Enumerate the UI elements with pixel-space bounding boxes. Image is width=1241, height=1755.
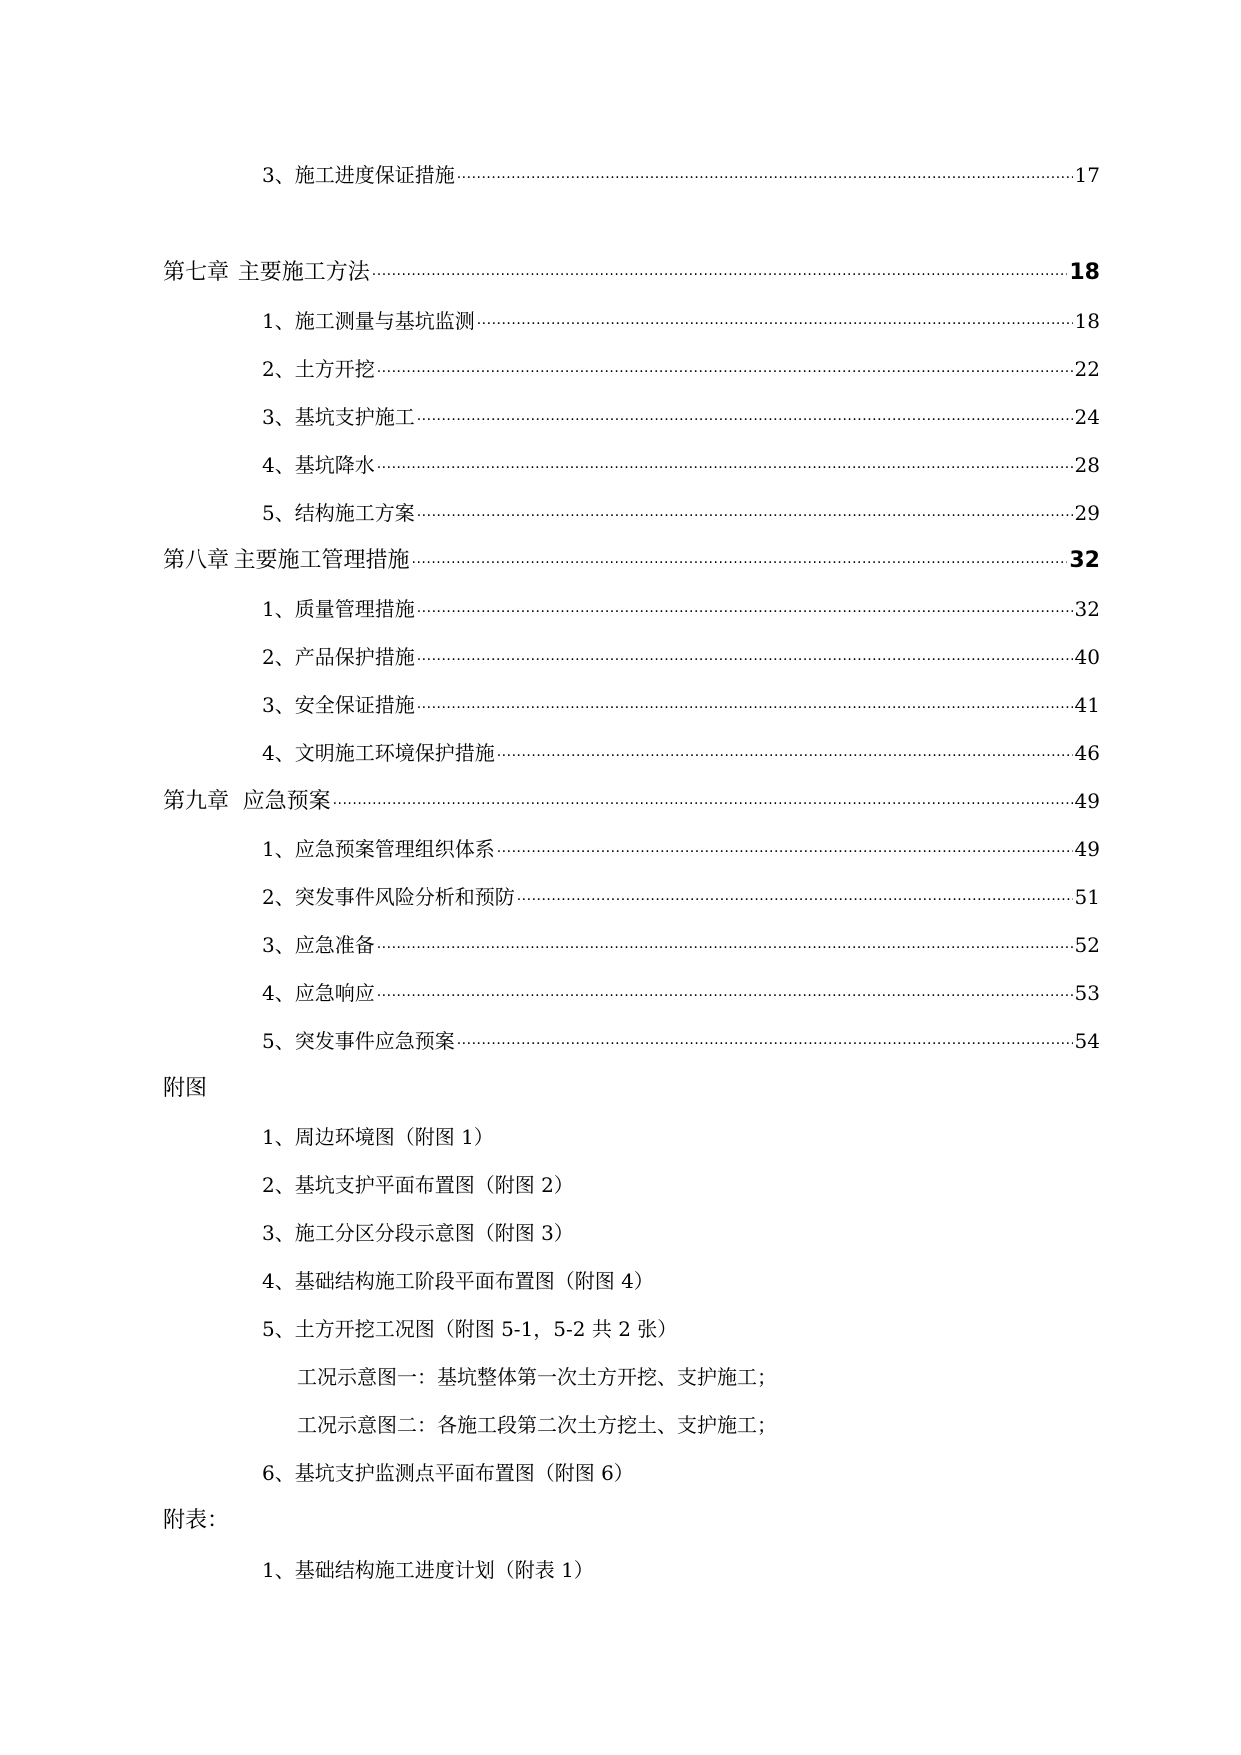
toc-entry[interactable] <box>262 498 1100 528</box>
toc-leader <box>377 357 1073 387</box>
toc-leader <box>412 548 1068 578</box>
toc-leader <box>497 837 1073 867</box>
toc-leader <box>457 163 1073 193</box>
appendix-tables-heading: 附表： <box>163 1508 230 1533</box>
appendix-figure-subitem: 工况示意图二：各施工段第二次土方挖土、支护施工； <box>297 1413 777 1437</box>
toc-entry-page: 49 <box>1074 837 1100 861</box>
appendix-figure-subitem: 工况示意图一：基坑整体第一次土方开挖、支护施工； <box>297 1365 777 1389</box>
toc-leader <box>417 597 1073 627</box>
toc-leader <box>457 1029 1073 1059</box>
toc-entry-title: 2、土方开挖 <box>262 357 375 381</box>
toc-chapter-page: 18 <box>1069 260 1100 285</box>
toc-entry-title: 4、应急响应 <box>262 981 375 1005</box>
toc-entry[interactable] <box>262 930 1100 960</box>
toc-leader <box>517 885 1073 915</box>
toc-chapter-title: 主要施工方法 <box>237 260 370 285</box>
toc-entry-title: 3、安全保证措施 <box>262 693 415 717</box>
toc-leader <box>497 741 1073 771</box>
toc-entry-page: 46 <box>1074 741 1100 765</box>
toc-chapter[interactable] <box>163 258 1100 288</box>
appendix-figure-item: 4、基础结构施工阶段平面布置图（附图 4） <box>262 1269 654 1293</box>
toc-leader <box>417 645 1073 675</box>
toc-entry-page: 22 <box>1074 357 1100 381</box>
toc-leader <box>377 453 1073 483</box>
appendix-figure-item: 1、周边环境图（附图 1） <box>262 1125 494 1149</box>
toc-chapter-number: 第八章 <box>163 548 230 573</box>
toc-entry-title: 1、应急预案管理组织体系 <box>262 837 495 861</box>
toc-entry-title: 3、基坑支护施工 <box>262 405 415 429</box>
toc-chapter-number: 第九章 <box>163 789 230 814</box>
toc-leader <box>417 693 1073 723</box>
toc-entry-page: 52 <box>1074 933 1100 957</box>
toc-entry-page: 32 <box>1074 597 1100 621</box>
appendix-figure-item: 3、施工分区分段示意图（附图 3） <box>262 1221 574 1245</box>
toc-leader <box>417 501 1073 531</box>
toc-chapter-number: 第七章 <box>163 260 230 285</box>
toc-entry-title: 2、突发事件风险分析和预防 <box>262 885 515 909</box>
toc-leader <box>477 309 1073 339</box>
toc-entry[interactable] <box>262 834 1100 864</box>
toc-chapter-title: 主要施工管理措施 <box>233 548 410 573</box>
toc-entry-title: 4、基坑降水 <box>262 453 375 477</box>
toc-leader <box>377 933 1073 963</box>
toc-entry[interactable] <box>262 354 1100 384</box>
toc-entry-page: 54 <box>1074 1029 1100 1053</box>
toc-entry-page: 41 <box>1074 693 1100 717</box>
toc-entry[interactable] <box>262 1026 1100 1056</box>
toc-leader <box>417 405 1073 435</box>
toc-entry-page: 24 <box>1074 405 1100 429</box>
toc-leader <box>333 789 1073 819</box>
toc-entry-page: 29 <box>1074 501 1100 525</box>
toc-entry-title: 1、施工测量与基坑监测 <box>262 309 475 333</box>
toc-chapter[interactable] <box>163 546 1100 576</box>
toc-leader <box>372 260 1068 290</box>
toc-entry[interactable] <box>262 738 1100 768</box>
appendix-figure-item: 5、土方开挖工况图（附图 5-1，5-2 共 2 张） <box>262 1317 678 1341</box>
toc-entry[interactable] <box>262 882 1100 912</box>
toc-entry-title: 5、突发事件应急预案 <box>262 1029 455 1053</box>
toc-entry-title: 1、质量管理措施 <box>262 597 415 621</box>
toc-entry[interactable] <box>262 402 1100 432</box>
toc-entry-page: 51 <box>1074 885 1100 909</box>
toc-entry[interactable] <box>262 306 1100 336</box>
toc-entry-title: 3、施工进度保证措施 <box>262 163 455 187</box>
toc-entry-title: 4、文明施工环境保护措施 <box>262 741 495 765</box>
toc-entry[interactable] <box>262 690 1100 720</box>
toc-entry-page: 17 <box>1074 163 1100 187</box>
appendix-table-item: 1、基础结构施工进度计划（附表 1） <box>262 1558 594 1582</box>
toc-entry-title: 2、产品保护措施 <box>262 645 415 669</box>
toc-entry-page: 28 <box>1074 453 1100 477</box>
toc-chapter-title: 应急预案 <box>242 789 331 814</box>
toc-entry-page: 53 <box>1074 981 1100 1005</box>
toc-entry-title: 5、结构施工方案 <box>262 501 415 525</box>
toc-entry-page: 40 <box>1074 645 1100 669</box>
toc-entry[interactable] <box>262 978 1100 1008</box>
toc-chapter[interactable] <box>163 786 1100 816</box>
toc-leader <box>377 981 1073 1011</box>
appendix-figure-item: 2、基坑支护平面布置图（附图 2） <box>262 1173 574 1197</box>
toc-chapter-page: 49 <box>1074 789 1100 813</box>
toc-chapter-page: 32 <box>1069 548 1100 573</box>
toc-entry[interactable] <box>262 450 1100 480</box>
appendix-figure-item: 6、基坑支护监测点平面布置图（附图 6） <box>262 1461 634 1485</box>
toc-entry[interactable] <box>262 642 1100 672</box>
appendix-figures-heading: 附图 <box>163 1076 208 1101</box>
toc-entry[interactable] <box>262 160 1100 190</box>
toc-entry[interactable] <box>262 594 1100 624</box>
toc-entry-title: 3、应急准备 <box>262 933 375 957</box>
toc-entry-page: 18 <box>1074 309 1100 333</box>
